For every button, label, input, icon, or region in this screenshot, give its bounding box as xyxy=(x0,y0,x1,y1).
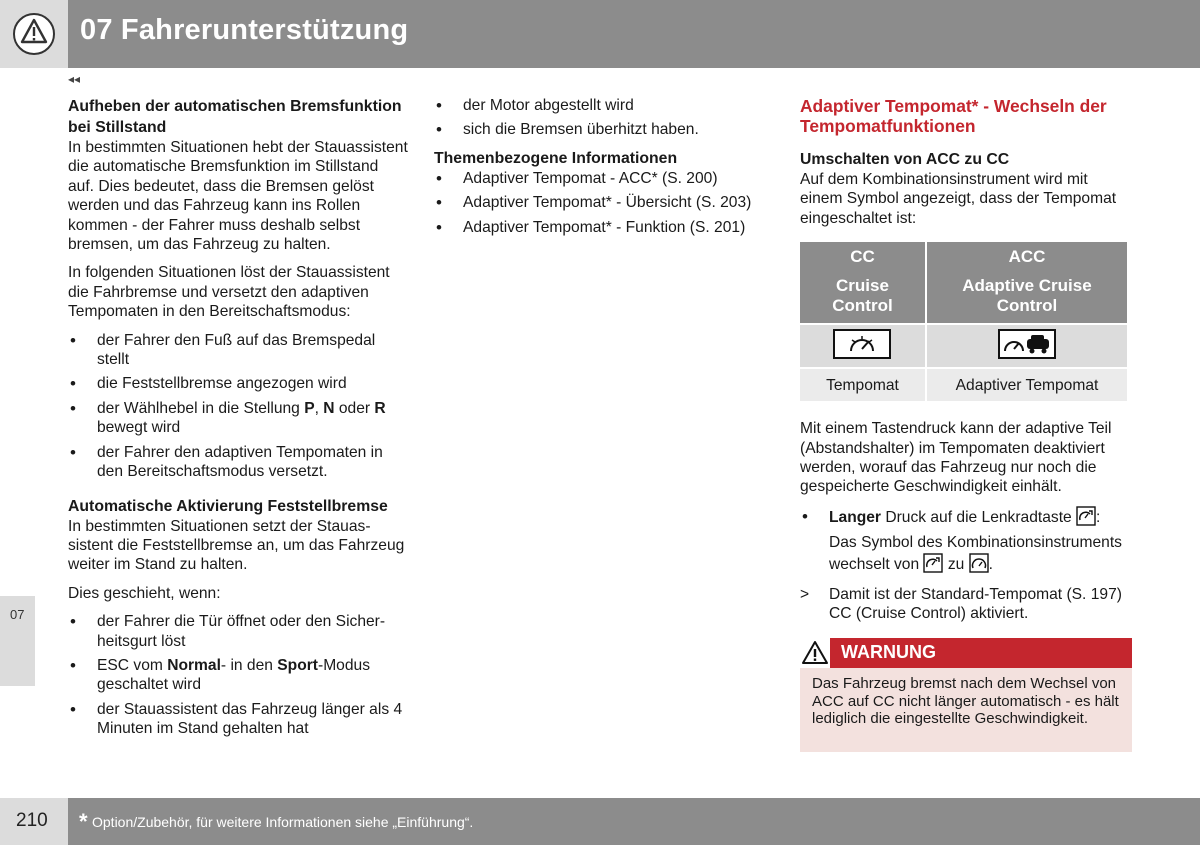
page-footer xyxy=(68,798,1200,845)
column-middle xyxy=(434,96,774,245)
warning-triangle-icon xyxy=(800,638,830,668)
chapter-side-tab[interactable] xyxy=(0,596,35,686)
chapter-number: 07 xyxy=(10,607,25,622)
column-left xyxy=(68,96,408,747)
step-list xyxy=(800,506,1132,579)
footnote-text: Option/Zubehör, für weitere Informationen siehe „Einführung“. xyxy=(92,814,474,830)
warning-title: WARNUNG xyxy=(841,642,936,662)
cruise-mode-table xyxy=(798,240,1129,403)
table-header-cc: CC Cruise Control xyxy=(800,242,925,323)
list-item: • ESC vom Normal- in den Sport-Modus geschaltet wird xyxy=(68,656,408,695)
adaptive-cruise-small-icon xyxy=(923,553,943,579)
paragraph: Mit einem Tastendruck kann der adaptive Teil (Abstandshalter) im Tempomaten deaktiviert werden, worauf das Fahrzeug nur noch die gespeicherte Geschwindigkeit einhält. xyxy=(800,420,1112,496)
table-cell-label: Adaptiver Tempomat xyxy=(927,369,1127,401)
paragraph: Auf dem Kombinationsinstrument wird mit einem Symbol angezeigt, dass der Tempomat eingeschaltet ist: xyxy=(800,171,1117,227)
table-cell-label: Tempomat xyxy=(800,369,925,401)
page-number-box xyxy=(0,798,68,845)
table-cell xyxy=(927,325,1127,367)
related-link[interactable]: • Adaptiver Tempomat* - Übersicht (S. 203) xyxy=(434,193,774,212)
list-item: • Langer Druck auf die Lenkradtaste : Das Symbol des Kombinationsinstruments wechselt von zu . xyxy=(800,506,1132,579)
related-info-heading: Themenbezogene Informationen xyxy=(434,149,678,167)
list-item: • der Motor abgestellt wird xyxy=(434,96,774,115)
list-item: • der Wählhebel in die Stellung P, N oder R bewegt wird xyxy=(68,399,408,438)
page-number: 210 xyxy=(16,810,48,831)
bullet-list xyxy=(68,612,408,738)
list-item: • der Fahrer den Fuß auf das Bremspedal stellt xyxy=(68,331,408,370)
paragraph: In folgenden Situationen löst der Stauassistent die Fahrbremse und versetzt den adaptiven Tempomaten in den Bereitschaftsmodus: xyxy=(68,264,390,321)
cruise-control-small-icon xyxy=(969,553,989,579)
list-item: • der Fahrer die Tür öffnet oder den Sicherheitsgurt löst xyxy=(68,612,408,651)
column-right xyxy=(800,96,1132,633)
paragraph: In bestimmten Situationen setzt der Stauassistent die Feststellbremse an, um das Fahrzeug weiter im Stand zu halten. xyxy=(68,517,405,574)
related-link[interactable]: • Adaptiver Tempomat* - Funktion (S. 201) xyxy=(434,218,774,237)
warning-header xyxy=(800,638,1132,668)
adaptive-cruise-icon xyxy=(998,329,1056,364)
related-link[interactable]: • Adaptiver Tempomat - ACC* (S. 200) xyxy=(434,169,774,188)
footnote-star: * xyxy=(79,809,88,834)
list-item: • der Fahrer den adaptiven Tempomaten in den Bereitschaftsmodus versetzt. xyxy=(68,443,408,482)
previous-page-icon[interactable]: ◂◂ xyxy=(68,72,81,86)
warning-box xyxy=(800,638,1132,752)
result-text: > Damit ist der Standard-Tempomat (S. 197) CC (Cruise Control) aktiviert. xyxy=(800,585,1132,624)
paragraph: Dies geschieht, wenn: xyxy=(68,584,221,602)
table-header-acc: ACC Adaptive Cruise Control xyxy=(927,242,1127,323)
bullet-list xyxy=(434,96,774,140)
warning-text: Das Fahrzeug bremst nach dem Wechsel von ACC auf CC nicht länger automatisch - es hält lediglich die eingestellte Geschwindigkeit. xyxy=(812,675,1119,727)
steering-wheel-button-icon xyxy=(1076,506,1096,532)
chapter-title: 07 Fahrerunterstützung xyxy=(80,14,409,46)
warning-triangle-icon xyxy=(0,0,68,68)
cruise-control-icon xyxy=(833,329,891,364)
list-item: • sich die Bremsen überhitzt haben. xyxy=(434,120,774,139)
page-header xyxy=(0,0,1200,68)
list-item: • die Feststellbremse angezogen wird xyxy=(68,374,408,393)
bullet-list xyxy=(68,331,408,482)
topic-title: Adaptiver Tempomat* - Wechseln der Tempomatfunktionen xyxy=(800,96,1107,136)
section-heading: Umschalten von ACC zu CC xyxy=(800,151,1010,168)
paragraph: In bestimmten Situationen hebt der Stauassistent die automatische Bremsfunktion im Stillstand auf. Dies bedeutet, dass die Bremsen gelöst werden und das Fahrzeug kann ins Rollen kommen - der Fahrer muss deshalb selbst bremsen, um das Fahrzeug zu halten. xyxy=(68,139,408,254)
section-heading: Automatische Aktivierung Feststellbremse xyxy=(68,497,388,515)
table-cell xyxy=(800,325,925,367)
related-links xyxy=(434,169,774,237)
list-item: • der Stauassistent das Fahrzeug länger als 4 Minuten im Stand gehalten hat xyxy=(68,700,408,739)
section-heading: Aufheben der automatischen Bremsfunktion bei Stillstand xyxy=(68,98,402,136)
